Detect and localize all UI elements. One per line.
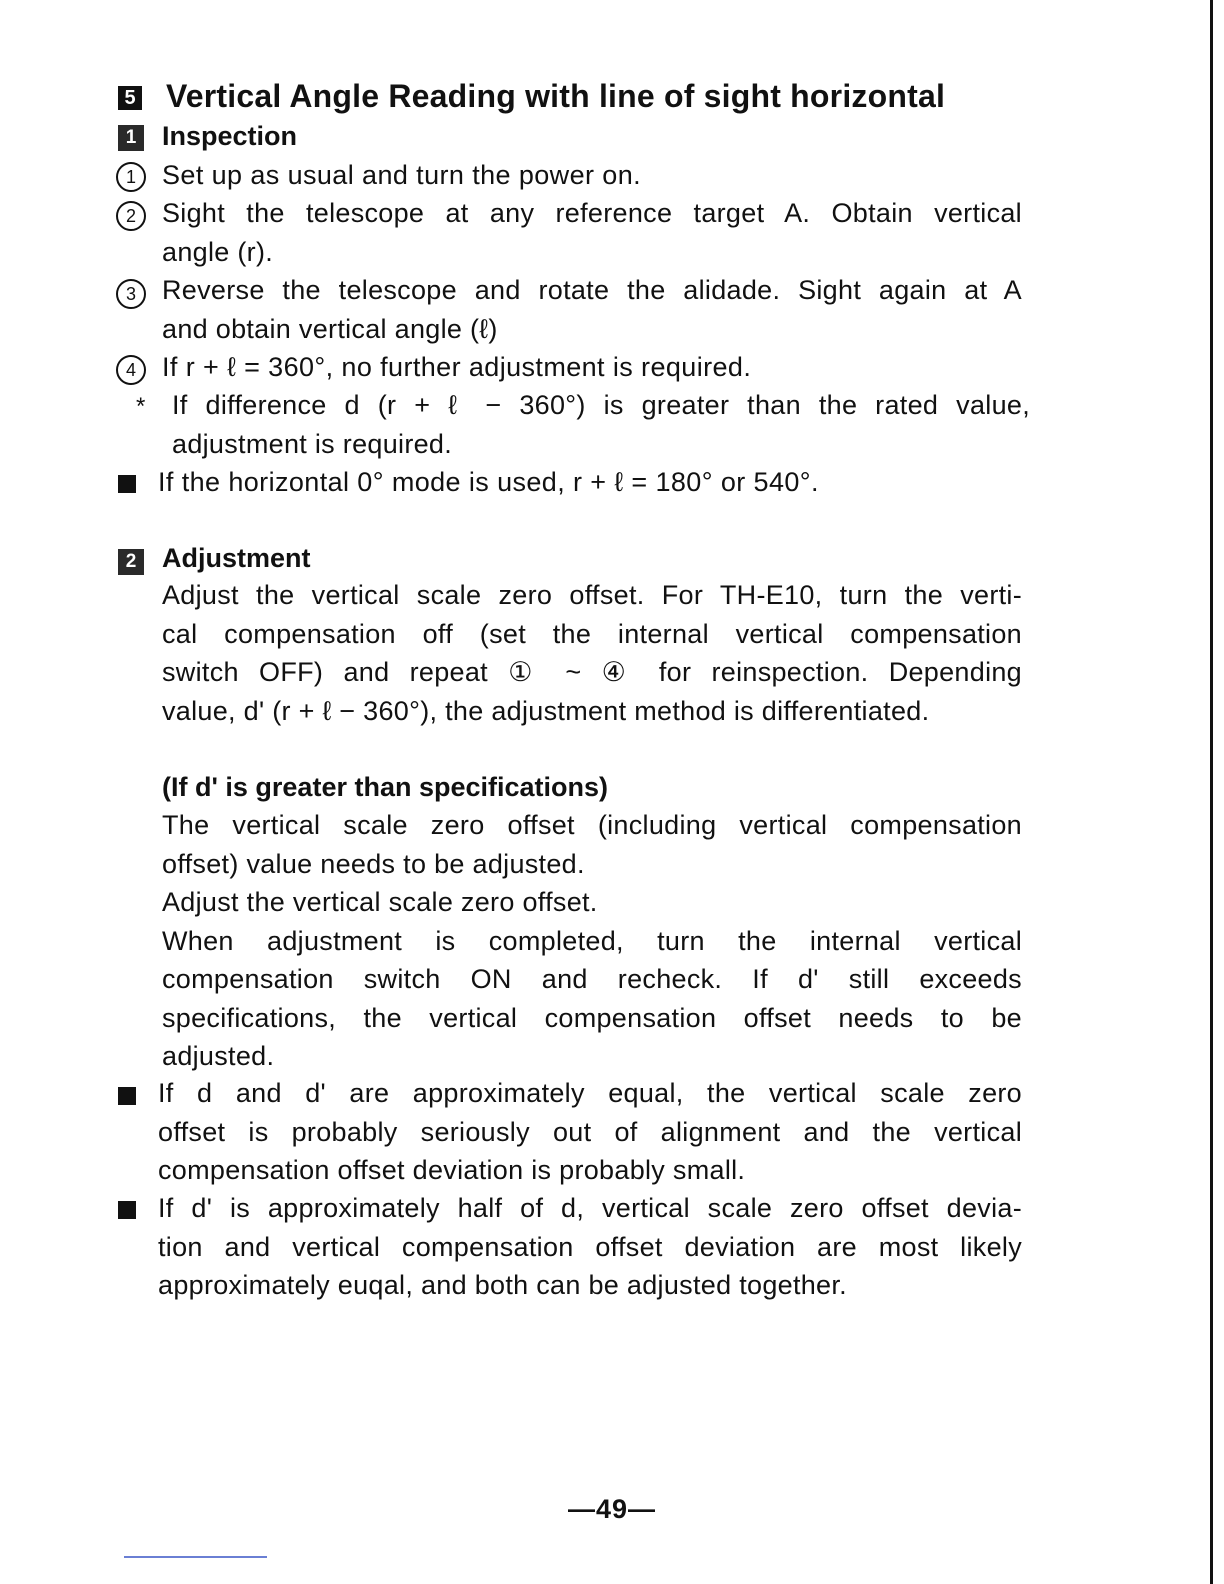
step-marker-3: 3 [116,279,146,309]
square-bullet [118,1201,136,1219]
step-1-line-1: Set up as usual and turn the power on. [162,160,642,190]
step-3-line-1: Reverse the telescope and rotate the alidade. Sight again at A [162,275,1022,305]
asterisk-marker: * [136,393,146,420]
case-heading: (If d' is greater than specifications) [162,772,609,802]
step-4-line-1: If r + ℓ = 360°, no further adjustment is required. [162,352,752,382]
step-2-text [162,194,1022,271]
bullet-1-line-2: offset is probably seriously out of alignment and the vertical [158,1116,1022,1147]
step-marker-4: 4 [116,355,146,385]
intro-line-2: cal compensation off (set the internal vertical compensation [162,618,1022,649]
star-note-line-2: adjustment is required. [172,428,453,459]
bullet-2-line-3: approximately euqal, and both can be adjusted together. [158,1270,847,1300]
case-line-2: offset) value needs to be adjusted. [162,848,585,879]
bullet-2-line-1: If d' is approximately half of d, vertical scale zero offset devia- [158,1193,1022,1223]
intro-line-1: Adjust the vertical scale zero offset. For TH-E10, turn the verti- [162,580,1022,610]
star-note-line-1: If difference d (r + ℓ − 360°) is greater than the rated value, [172,390,1030,420]
intro-line-3: switch OFF) and repeat ① ~ ④ for reinspection. Depending [162,657,1022,687]
case-line-7: adjusted. [162,1041,275,1071]
subsection-number-badge-inspection: 1 [118,125,144,151]
case-line-5: compensation switch ON and recheck. If d' still exceeds [162,964,1022,994]
adjustment-intro [162,576,1022,730]
case-line-4: When adjustment is completed, turn the internal vertical [162,925,1022,956]
bottom-rule [124,1556,267,1558]
step-3-line-2: and obtain vertical angle (ℓ) [162,313,498,344]
bullet-1-line-3: compensation offset deviation is probably small. [158,1155,746,1185]
square-bullet [118,475,136,493]
subsection-number-badge-adjustment: 2 [118,549,144,575]
step-2-line-2: angle (r). [162,236,274,267]
inspection-heading: Inspection [162,121,298,151]
case-line-6: specifications, the vertical compensation offset needs to be [162,1002,1022,1033]
horizontal-mode-note: If the horizontal 0° mode is used, r + ℓ = 180° or 540°. [158,467,819,497]
bullet-note-2 [158,1189,1022,1305]
case-line-3: Adjust the vertical scale zero offset. [162,887,598,917]
bullet-2-line-2: tion and vertical compensation offset deviation are most likely [158,1231,1022,1262]
section-title: Vertical Angle Reading with line of sight horizontal [166,78,946,114]
bullet-note-1 [158,1074,1022,1190]
star-note [172,386,1030,463]
step-marker-1: 1 [116,162,146,192]
page-edge-rule [1210,0,1213,1584]
step-marker-2: 2 [116,201,146,231]
section-number-badge: 5 [118,86,142,110]
case-line-1: The vertical scale zero offset (including vertical compensation [162,810,1022,840]
bullet-1-line-1: If d and d' are approximately equal, the vertical scale zero [158,1078,1022,1108]
adjustment-heading: Adjustment [162,543,311,573]
step-2-line-1: Sight the telescope at any reference target A. Obtain vertical [162,198,1022,228]
square-bullet [118,1087,136,1105]
intro-line-4: value, d' (r + ℓ − 360°), the adjustment method is differentiated. [162,695,930,726]
step-3-text [162,271,1022,348]
case-body [162,806,1022,1076]
page-number: —49— [567,1494,657,1524]
